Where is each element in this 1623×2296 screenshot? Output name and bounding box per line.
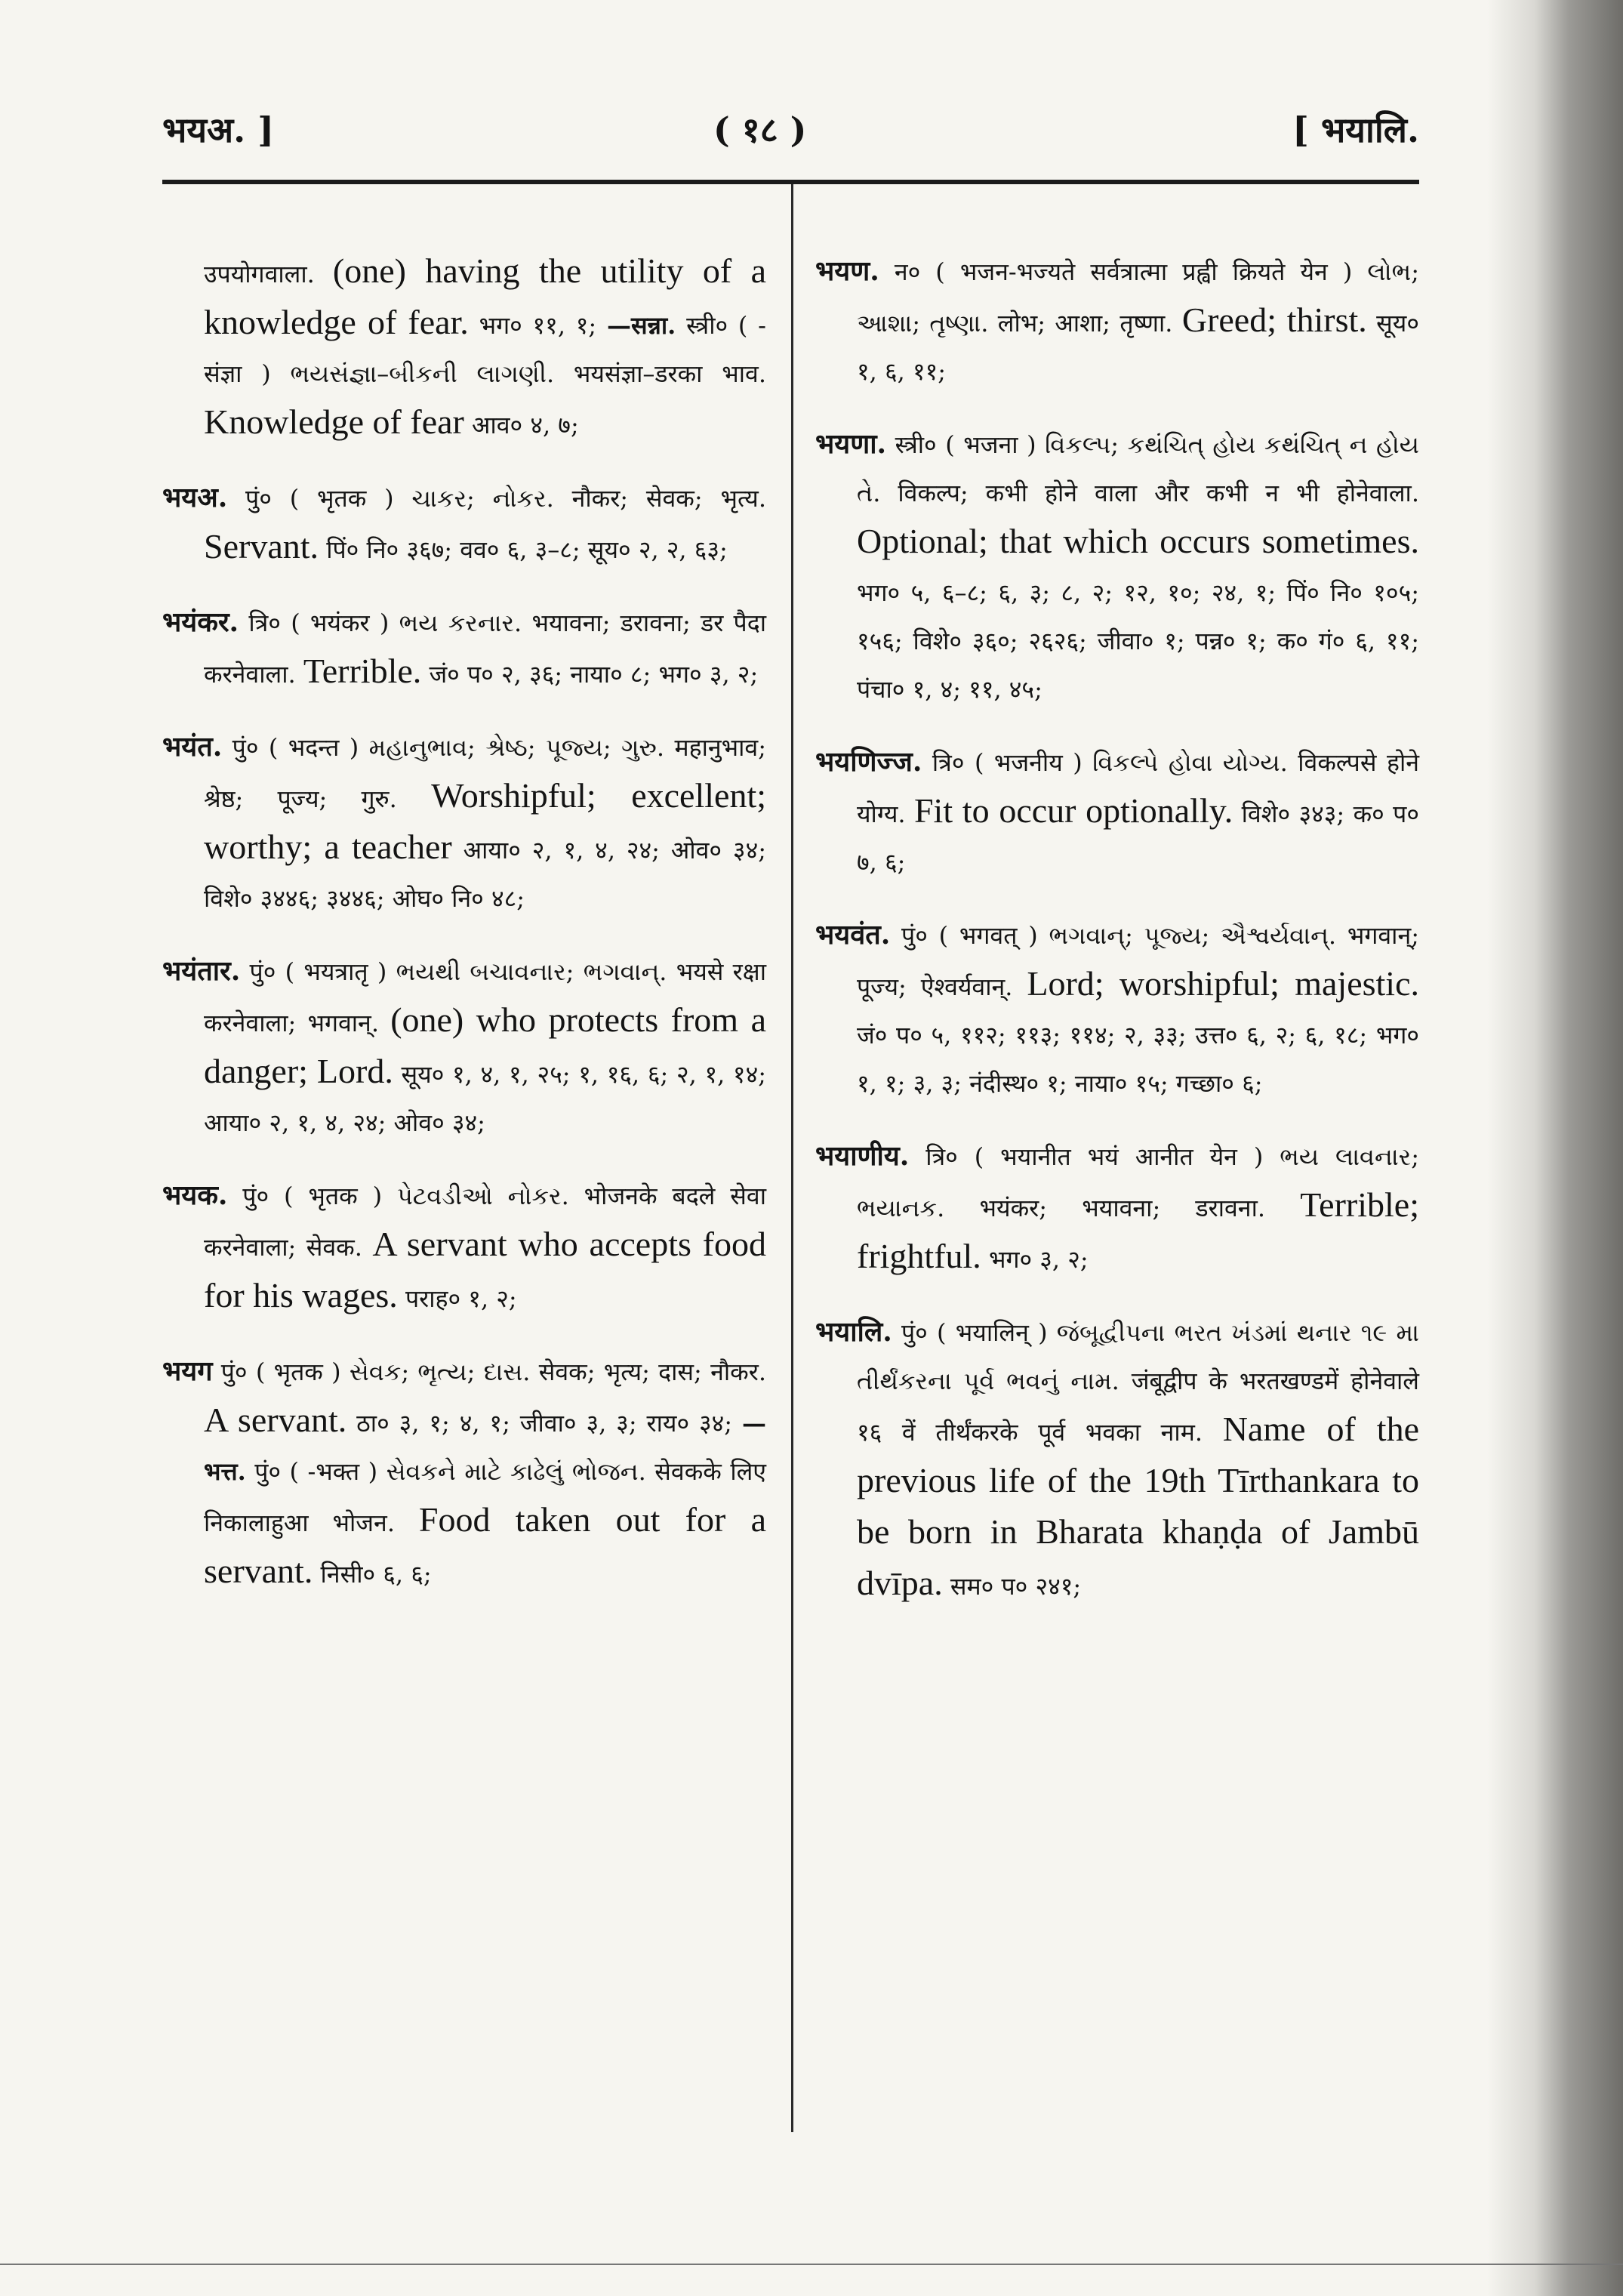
dictionary-entry <box>815 420 1419 713</box>
entry-english-gloss: Terrible. <box>303 652 422 690</box>
entry-text: भग० ११, १; <box>468 311 607 340</box>
entry-text: आया० २, १, ४, २४; ओव० ३४; विशे० ३४४६; ३४४६; ओघ० नि० ४८; <box>204 836 766 913</box>
entry-english-gloss: Terrible; frightful. <box>857 1185 1419 1275</box>
entry-text: पुं० ( भृतक ) સેવક; ભૃત્ય; દાસ. सेवक; भृत्य; दास; नौकर. <box>212 1358 766 1386</box>
entry-text: पिं० नि० ३६७; वव० ६, ३–८; सूय० २, २, ६३; <box>319 535 728 564</box>
entry-text: पुं० ( भगवत् ) ભગવાન્; પૂજ્ય; ઐશ્વર્યવાન્. भगवान्; पूज्य; ऐश्वर्यवान्. <box>857 921 1419 1001</box>
entry-text: त्रि० ( भजनीय ) વિકલ્પે હોવા યોગ્ય. विकल्पसे होने योग्य. <box>857 748 1419 828</box>
dictionary-entry <box>162 947 766 1147</box>
entry-text: आव० ४, ७; <box>463 411 579 439</box>
entry-english-gloss: Food taken out for a servant. <box>204 1500 766 1590</box>
header-left-guideword: भयअ. ] <box>162 109 274 150</box>
page-number: ( १८ ) <box>713 109 807 150</box>
dictionary-entry <box>815 247 1419 396</box>
entry-english-gloss: A servant who accepts food for his wages. <box>204 1225 766 1314</box>
entry-text: निसी० ६, ६; <box>313 1560 432 1589</box>
entry-text: पुं० ( भृतक ) પેટવડીઓ નોકર. भोजनके बदले सेवा करनेवाला; सेवक. <box>204 1182 766 1262</box>
entry-text: पुं० ( -भक्त ) સેવકને માટે કાઢેલું ભોજન. सेवकके लिए निकालाहुआ भोजन. <box>204 1457 766 1537</box>
entry-headword: भयणा. <box>815 428 887 460</box>
entry-text: जं० प० ५, ११२; ११३; ११४; २, ३३; उत्त० ६, २; ६, १८; भग० १, १; ३, ३; नंदीस्थ० १; नाया० १५; गच्छा० ६; <box>857 1021 1419 1098</box>
entry-english-gloss: Knowledge of fear <box>204 402 464 441</box>
entry-text: त्रि० ( भयंकर ) ભય કરનાર. भयावना; डरावना; डर पैदा करनेवाला. <box>204 609 766 689</box>
entry-subheadword: —भत्त. <box>204 1409 767 1486</box>
entry-english-gloss: (one) having the utility of a knowledge of fear. <box>204 251 766 341</box>
entry-english-gloss: (one) who protects from a danger; Lord. <box>204 1000 766 1090</box>
entry-english-gloss: Optional; that which occurs sometimes. <box>857 522 1419 560</box>
column-divider <box>791 184 793 2132</box>
entry-english-gloss: Servant. <box>204 527 319 566</box>
entry-text: उपयोगवाला. <box>204 260 333 288</box>
entry-headword: भयणिज्ज. <box>815 746 922 778</box>
left-column <box>162 223 766 1612</box>
entry-text: त्रि० ( भयानीत भयं आनीत येन ) ભય લાવનાર; ભયાનક. भयंकर; भयावना; डरावना. <box>857 1142 1419 1222</box>
entry-headword: भयालि. <box>815 1316 892 1348</box>
dictionary-entry <box>815 911 1419 1108</box>
entry-headword: भयंतार. <box>162 955 241 987</box>
entry-text: भग० ३, २; <box>981 1245 1089 1274</box>
page-edge-shadow <box>1487 0 1623 2296</box>
entry-english-gloss: Greed; thirst. <box>1181 300 1367 339</box>
dictionary-entry <box>815 1132 1419 1284</box>
entry-text: जं० प० २, ३६; नाया० ८; भग० ३, २; <box>421 660 759 689</box>
dictionary-entry <box>162 723 766 923</box>
entry-text: स्त्री० ( भजना ) વિકલ્પ; કથંચિત્ હોય કથંચિત્ ન હોય તે. विकल्प; कभी होने वाला और कभी न भी होनेवाला. <box>857 430 1419 507</box>
dictionary-entry <box>162 1347 766 1598</box>
entry-headword: भयक. <box>162 1179 228 1211</box>
entry-headword: भयवंत. <box>815 919 891 951</box>
entry-text: पुं० ( भयत्रातृ ) ભયથી બચાવનાર; ભગવાન્. भयसे रक्षा करनेवाला; भगवान्. <box>204 957 766 1037</box>
entry-text: पुं० ( भदन्त ) મહાનુભાવ; શ્રેષ્ઠ; પૂજ્ય; ગુરુ. महानुभाव; श्रेष्ठ; पूज्य; गुरु. <box>204 733 766 813</box>
entry-english-gloss: A servant. <box>204 1401 347 1439</box>
entry-headword: भयअ. <box>162 482 228 513</box>
entry-text: पुं० ( भयालिन् ) જંબૂદ્વીપના ભરત ખંડમાં થનાર ૧૯ મા તીર્થંકરના પૂર્વ ભવનું નામ. जंबूद्वीप के भरतखण्डमें होनेवाले १६ वें तीर्थंकरके पूर्व भवका नाम. <box>857 1318 1419 1447</box>
dictionary-entry <box>162 1171 766 1323</box>
entry-headword: भयंत. <box>162 731 223 763</box>
dictionary-entry <box>815 738 1419 886</box>
dictionary-entry <box>162 473 766 574</box>
entry-english-gloss: Worshipful; excellent; worthy; a teacher <box>204 776 766 866</box>
entry-subheadword: —सन्ना. <box>606 311 676 340</box>
right-column <box>815 223 1419 1624</box>
entry-text: विशे० ३४३; क० प० ७, ६; <box>857 800 1419 877</box>
entry-text: पुं० ( भृतक ) ચાકર; નોકર. नौकर; सेवक; भृत्य. <box>227 484 766 513</box>
entry-headword: भयंकर. <box>162 606 239 638</box>
entry-text: पराह० १, २; <box>397 1284 517 1313</box>
entry-text: ठा० ३, १; ४, १; जीवा० ३, ३; राय० ३४; <box>346 1409 743 1438</box>
entry-headword: भयग <box>162 1355 213 1387</box>
bottom-edge-line <box>0 2264 1623 2265</box>
entry-text: सूय० १, ६, ११; <box>857 309 1419 386</box>
entry-english-gloss: Lord; worshipful; majestic. <box>1027 964 1419 1003</box>
entry-headword: भयाणीय. <box>815 1140 910 1172</box>
dictionary-entry <box>815 1308 1419 1610</box>
entry-english-gloss: Fit to occur optionally. <box>913 791 1233 830</box>
header-right-guideword: [ भयालि. <box>1292 109 1419 150</box>
page-header <box>162 91 1419 159</box>
entry-text: सम० प० २४१; <box>942 1572 1082 1601</box>
entry-text: स्त्री० ( -संज्ञा ) ભયસંજ્ઞા–બીકની લાગણી. भयसंज्ञा–डरका भाव. <box>204 311 766 388</box>
entry-text: सूय० १, ४, १, २५; १, १६, ६; २, १, १४; आया० २, १, ४, २४; ओव० ३४; <box>204 1060 766 1137</box>
entry-text: भग० ५, ६–८; ६, ३; ८, २; १२, १०; २४, १; पिं० नि० १०५; १५६; विशे० ३६०; २६२६; जीवा० १; पन्न० १; क० गं० ६, ११; पंचा० १, ४; ११, ४५; <box>857 578 1419 704</box>
dictionary-entry <box>162 247 766 449</box>
entry-english-gloss: Name of the previous life of the 19th Tīrthankara to be born in Bharata khaṇḍa of Jambū dvīpa. <box>857 1410 1419 1602</box>
entry-text: न० ( भजन-भज्यते सर्वत्रात्मा प्रह्वी क्रियते येन ) લોભ; આશા; તૃષ્ણા. लोभ; आशा; तृष्णा. <box>857 257 1419 337</box>
dictionary-entry <box>162 598 766 698</box>
entry-headword: भयण. <box>815 255 879 287</box>
